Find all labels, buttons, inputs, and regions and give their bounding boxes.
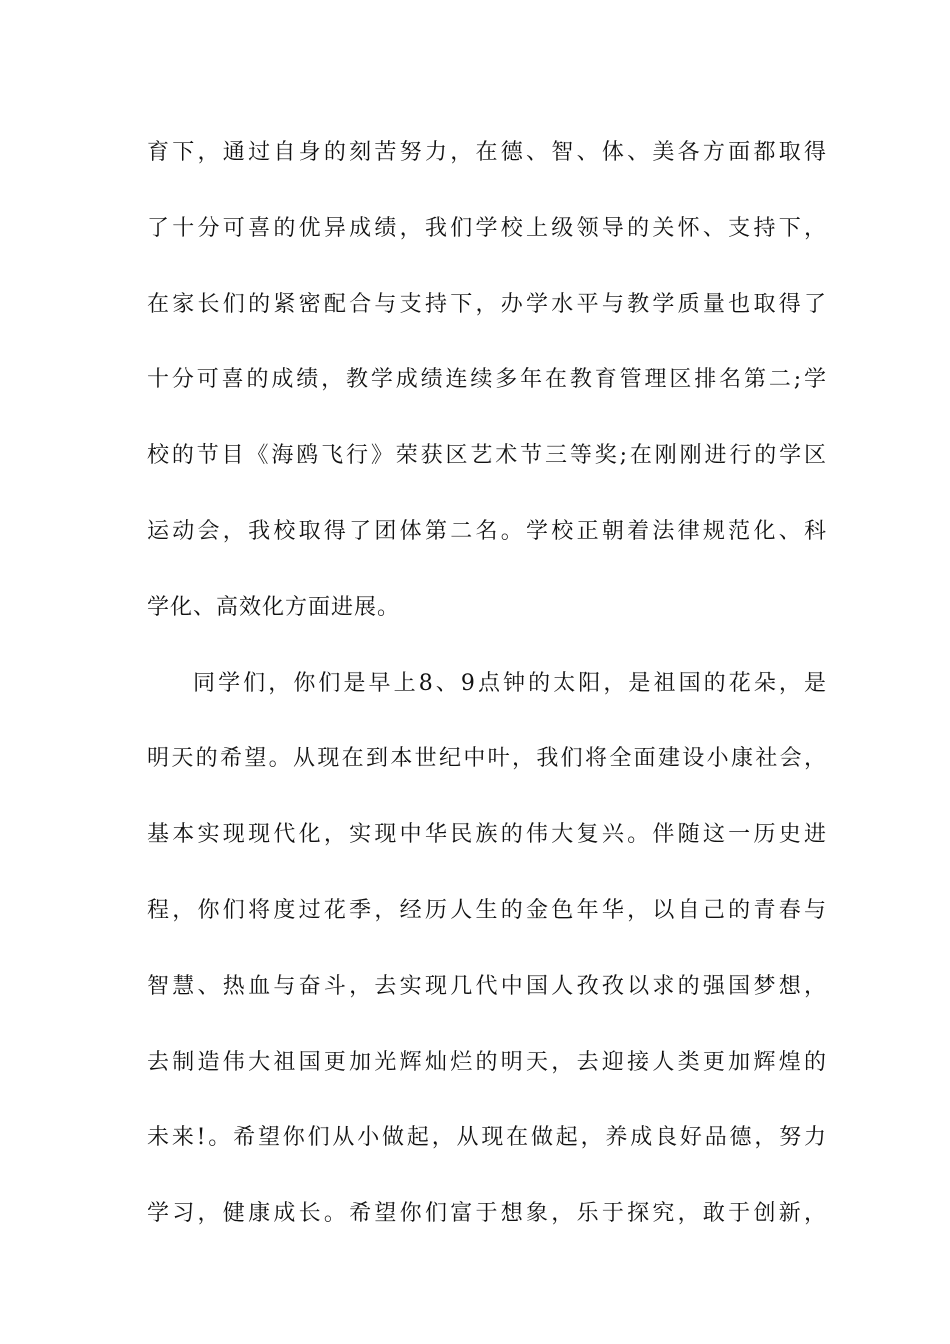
- text-line-paragraph-start: 同学们，你们是早上8、9点钟的太阳，是祖国的花朵，是: [193, 670, 827, 696]
- text-line: 十分可喜的成绩，教学成绩连续多年在教育管理区排名第二;学: [147, 367, 827, 393]
- text-line: 学习，健康成长。希望你们富于想象，乐于探究，敢于创新，: [147, 1201, 827, 1227]
- text-line: 了十分可喜的优异成绩，我们学校上级领导的关怀、支持下，: [147, 215, 827, 241]
- text-line: 程，你们将度过花季，经历人生的金色年华，以自己的青春与: [147, 897, 827, 923]
- text-line: 育下，通过自身的刻苦努力，在德、智、体、美各方面都取得: [147, 140, 827, 165]
- text-line: 去制造伟大祖国更加光辉灿烂的明天，去迎接人类更加辉煌的: [147, 1049, 827, 1075]
- text-line-paragraph-end: 学化、高效化方面进展。: [147, 594, 401, 620]
- text-line: 未来!。希望你们从小做起，从现在做起，养成良好品德，努力: [147, 1125, 827, 1151]
- text-line: 基本实现现代化，实现中华民族的伟大复兴。伴随这一历史进: [147, 822, 827, 848]
- text-line: 明天的希望。从现在到本世纪中叶，我们将全面建设小康社会，: [147, 746, 827, 772]
- text-line: 运动会，我校取得了团体第二名。学校正朝着法律规范化、科: [147, 518, 827, 544]
- text-line: 校的节目《海鸥飞行》荣获区艺术节三等奖;在刚刚进行的学区: [147, 443, 827, 469]
- text-line: 智慧、热血与奋斗，去实现几代中国人孜孜以求的强国梦想，: [147, 973, 827, 999]
- text-line: 在家长们的紧密配合与支持下，办学水平与教学质量也取得了: [147, 291, 827, 317]
- body-text: [147, 130, 827, 1267]
